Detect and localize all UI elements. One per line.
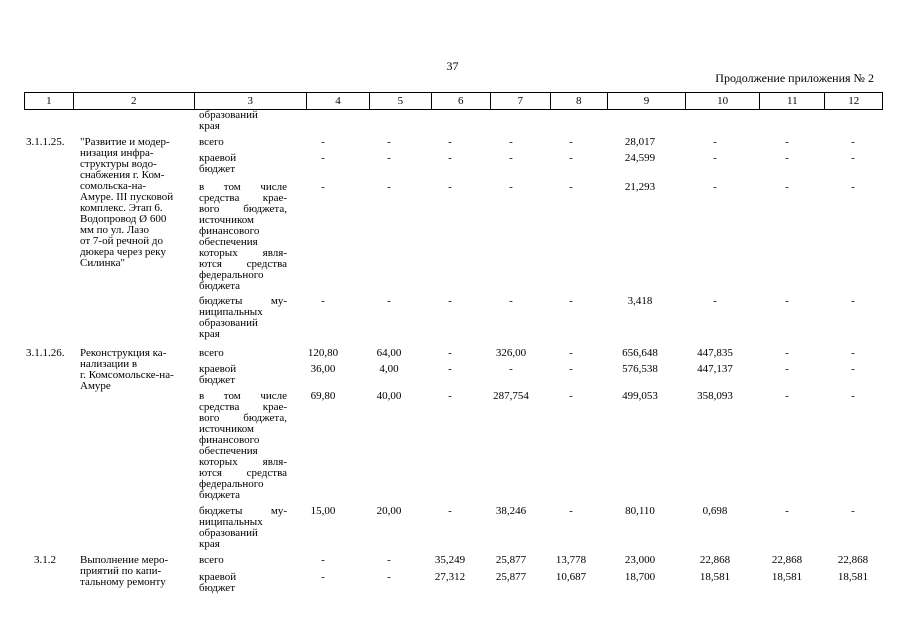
value-cell: - [321, 136, 325, 148]
value-cell: 24,599 [624, 152, 656, 164]
row-code: 3.1.2 [34, 554, 56, 566]
value-cell: 27,312 [434, 571, 466, 583]
value-cell: - [851, 295, 855, 307]
value-cell: - [387, 181, 391, 193]
value-cell: - [785, 390, 789, 402]
carryover-text: образований края [199, 109, 258, 132]
value-cell: - [851, 347, 855, 359]
value-cell: - [569, 347, 573, 359]
value-cell: 22,868 [837, 554, 869, 566]
value-cell: - [448, 136, 452, 148]
value-cell: - [569, 181, 573, 193]
value-cell: - [448, 363, 452, 375]
value-cell: 120,80 [307, 347, 339, 359]
value-cell: - [785, 347, 789, 359]
value-cell: - [448, 347, 452, 359]
value-cell: 28,017 [624, 136, 656, 148]
line-category: краевой бюджет [199, 571, 237, 594]
value-cell: 36,00 [310, 363, 336, 375]
row-name: Реконструкция ка- нализации в г. Комсомольске-на- Амуре [80, 347, 174, 392]
value-cell: - [387, 571, 391, 583]
value-cell: - [851, 152, 855, 164]
value-cell: - [448, 295, 452, 307]
header-col-5: 5 [370, 93, 431, 109]
value-cell: - [509, 295, 513, 307]
page-number: 37 [446, 59, 459, 73]
value-cell: - [713, 152, 717, 164]
value-cell: - [785, 295, 789, 307]
line-category: бюджеты му- ниципальных образований края [199, 295, 287, 340]
value-cell: 22,868 [699, 554, 731, 566]
value-cell: - [569, 390, 573, 402]
row-name: Выполнение меро- приятий по капи- тальному ремонту [80, 554, 169, 588]
value-cell: 499,053 [622, 390, 658, 402]
header-col-4: 4 [307, 93, 370, 109]
line-category: в том числе средства крае- вого бюджета, источником финансового обеспечения которых явля- ются средства федерального бюджета [199, 390, 287, 501]
header-col-8: 8 [551, 93, 609, 109]
value-cell: 80,110 [625, 505, 655, 517]
value-cell: - [785, 181, 789, 193]
value-cell: 656,648 [622, 347, 658, 359]
header-col-9: 9 [608, 93, 686, 109]
row-name: "Развитие и модер- низация инфра- структуры водо- снабжения г. Ком- сомольска-на- Амуре. III пусковой комплекс. Этап 6. Водопровод Ø 600 мм по ул. Лазо от 7-ой речной до дюкера через реку Силинка" [80, 136, 174, 269]
value-cell: 3,418 [627, 295, 653, 307]
value-cell: - [851, 136, 855, 148]
value-cell: - [785, 136, 789, 148]
value-cell: - [851, 181, 855, 193]
value-cell: - [321, 295, 325, 307]
value-cell: - [509, 136, 513, 148]
line-category: всего [199, 347, 224, 359]
value-cell: 358,093 [697, 390, 733, 402]
value-cell: - [851, 505, 855, 517]
value-cell: 25,877 [495, 554, 527, 566]
value-cell: 447,835 [697, 347, 733, 359]
value-cell: - [509, 181, 513, 193]
value-cell: 4,00 [379, 363, 399, 375]
value-cell: - [448, 181, 452, 193]
header-col-10: 10 [686, 93, 760, 109]
value-cell: 576,538 [622, 363, 658, 375]
value-cell: 18,700 [624, 571, 656, 583]
header-col-6: 6 [432, 93, 491, 109]
value-cell: - [321, 554, 325, 566]
value-cell: - [509, 152, 513, 164]
value-cell: 23,000 [624, 554, 656, 566]
value-cell: - [851, 390, 855, 402]
value-cell: 13,778 [555, 554, 587, 566]
header-col-11: 11 [760, 93, 825, 109]
value-cell: - [785, 505, 789, 517]
value-cell: - [509, 363, 513, 375]
value-cell: - [713, 136, 717, 148]
value-cell: - [387, 554, 391, 566]
value-cell: - [321, 181, 325, 193]
value-cell: - [569, 136, 573, 148]
value-cell: 18,581 [771, 571, 803, 583]
value-cell: 287,754 [493, 390, 529, 402]
header-col-2: 2 [74, 93, 195, 109]
value-cell: - [569, 295, 573, 307]
value-cell: 69,80 [310, 390, 336, 402]
value-cell: 0,698 [702, 505, 728, 517]
value-cell: 21,293 [624, 181, 656, 193]
row-code: 3.1.1.25. [26, 136, 65, 148]
value-cell: 35,249 [434, 554, 466, 566]
line-category: краевой бюджет [199, 363, 237, 386]
value-cell: - [387, 152, 391, 164]
value-cell: - [448, 505, 452, 517]
value-cell: - [387, 295, 391, 307]
header-col-12: 12 [848, 95, 860, 107]
value-cell: - [569, 152, 573, 164]
value-cell: 40,00 [376, 390, 402, 402]
row-code: 3.1.1.26. [26, 347, 65, 359]
line-category: краевой бюджет [199, 152, 237, 175]
value-cell: - [713, 181, 717, 193]
value-cell: 25,877 [495, 571, 527, 583]
value-cell: 18,581 [699, 571, 731, 583]
header-col-7: 7 [491, 93, 550, 109]
value-cell: 20,00 [376, 505, 402, 517]
value-cell: 326,00 [495, 347, 527, 359]
appendix-label: Продолжение приложения № 2 [715, 71, 874, 85]
value-cell: - [785, 363, 789, 375]
value-cell: 15,00 [310, 505, 336, 517]
value-cell: - [713, 295, 717, 307]
value-cell: - [321, 152, 325, 164]
value-cell: - [569, 363, 573, 375]
line-category: в том числе средства крае- вого бюджета, источником финансового обеспечения которых явля- ются средства федерального бюджета [199, 181, 287, 292]
value-cell: 10,687 [555, 571, 587, 583]
line-category: бюджеты му- ниципальных образований края [199, 505, 287, 550]
value-cell: - [448, 152, 452, 164]
value-cell: - [569, 505, 573, 517]
line-category: всего [199, 554, 224, 566]
value-cell: 447,137 [697, 363, 733, 375]
header-col-1: 1 [25, 93, 74, 109]
value-cell: 18,581 [837, 571, 869, 583]
header-col-3: 3 [195, 93, 307, 109]
value-cell: - [851, 363, 855, 375]
value-cell: - [321, 571, 325, 583]
value-cell: - [448, 390, 452, 402]
value-cell: - [785, 152, 789, 164]
value-cell: 38,246 [495, 505, 527, 517]
value-cell: 22,868 [771, 554, 803, 566]
value-cell: 64,00 [376, 347, 402, 359]
value-cell: - [387, 136, 391, 148]
line-category: всего [199, 136, 224, 148]
